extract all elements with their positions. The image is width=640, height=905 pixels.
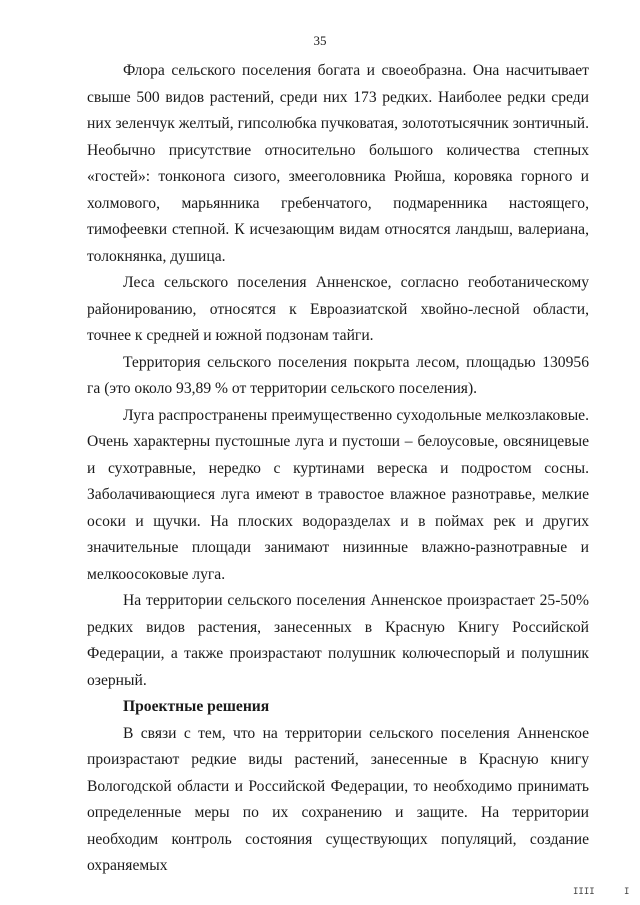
paragraph-project-decisions: В связи с тем, что на территории сельского поселения Анненское произрастают редкие виды растений, занесенные в Красную книгу Вологодской области и Российской Федерации, то необходимо принимать определенные меры по их сохранению и защите. На территории необходим контроль состояния существующих популяций, создание охраняемых: [87, 724, 589, 874]
document-body: [87, 58, 589, 880]
paragraph-flora: Флора сельского поселения богата и своеобразна. Она насчитывает свыше 500 видов растений, среди них 173 редких. Наиболее редки среди них зеленчук желтый, гипсолюбка пучковатая, золототысячник зонтичный. Необычно присутствие относительно большого количества степных «гостей»: тонконога сизого, змееголовника Рюйша, коровяка горного и холмового, марьянника гребенчатого, подмаренника настоящего, тимофеевки степной. К исчезающим видам относятся ландыш, валериана, толокнянка, душица.: [87, 62, 589, 265]
section-heading: Проектные решения: [123, 698, 270, 715]
paragraph-forests: Леса сельского поселения Анненское, согласно геоботаническому районированию, относятся к Евроазиатской хвойно-лесной области, точнее к средней и южной подзонам тайги.: [87, 274, 589, 344]
paragraph-forest-area: Территория сельского поселения покрыта лесом, площадью 130956 га (это около 93,89 % от территории сельского поселения).: [87, 353, 589, 397]
footer-mark: IIII: [573, 887, 595, 897]
page-number: 35: [313, 33, 327, 48]
footer-mark: I: [624, 887, 630, 897]
paragraph-rare-species: На территории сельского поселения Анненское произрастает 25-50% редких видов растения, занесенных в Красную Книгу Российской Федерации, а также произрастают полушник колючеспорый и полушник озерный.: [87, 592, 589, 689]
paragraph-meadows: Луга распространены преимущественно суходольные мелкозлаковые. Очень характерны пустошные луга и пустоши – белоусовые, овсяницевые и сухотравные, нередко с куртинами вереска и подростом сосны. Заболачивающиеся луга имеют в травостое влажное разнотравье, мелкие осоки и щучки. На плоских водоразделах и в поймах рек и других значительные площади занимают низинные влажно-разнотравные и мелкоосоковые луга.: [87, 406, 589, 583]
